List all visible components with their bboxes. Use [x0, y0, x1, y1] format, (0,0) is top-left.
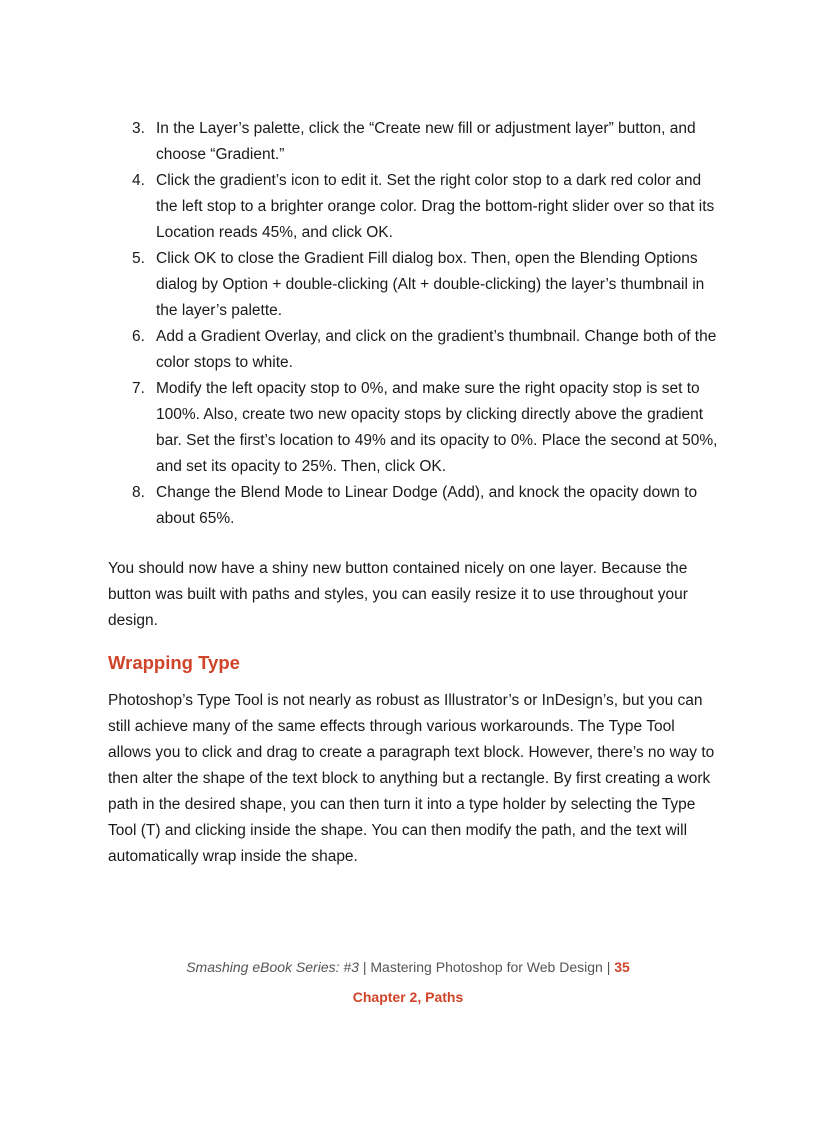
- body-paragraph: You should now have a shiny new button contained nicely on one layer. Because the button was built with paths and styles, you can easily resize it to use throughout your design.: [108, 560, 688, 629]
- steps-list: [108, 116, 720, 532]
- step-number: 7.: [132, 380, 145, 397]
- step-text: Modify the left opacity stop to 0%, and make sure the right opacity stop is set to 100%. Also, create two new opacity stops by clicking directly above the gradient bar. Set the first’s location to 49% and its opacity to 0%. Place the second at 50%, and set its opacity to 25%. Then, click OK.: [156, 380, 718, 475]
- list-item: [108, 246, 720, 324]
- step-text: Add a Gradient Overlay, and click on the gradient’s thumbnail. Change both of the color stops to white.: [156, 328, 717, 371]
- list-item: [108, 116, 720, 168]
- chapter-label: Chapter 2, Paths: [352, 989, 464, 1005]
- list-item: [108, 376, 720, 480]
- footer-separator: |: [362, 959, 367, 975]
- step-number: 5.: [132, 250, 145, 267]
- page-footer: [0, 959, 816, 975]
- section-heading: Wrapping Type: [108, 652, 240, 673]
- book-title: Mastering Photoshop for Web Design: [370, 959, 603, 975]
- step-number: 8.: [132, 484, 145, 501]
- step-text: In the Layer’s palette, click the “Create new fill or adjustment layer” button, and choose “Gradient.”: [156, 120, 696, 163]
- step-text: Click the gradient’s icon to edit it. Set the right color stop to a dark red color and the left stop to a brighter orange color. Drag the bottom-right slider over so that its Location reads 45%, and click OK.: [156, 172, 715, 241]
- step-number: 3.: [132, 120, 145, 137]
- footer-separator: |: [606, 959, 611, 975]
- chapter-footer: [0, 989, 816, 1005]
- body-paragraph: Photoshop’s Type Tool is not nearly as robust as Illustrator’s or InDesign’s, but you can still achieve many of the same effects through various workarounds. The Type Tool allows you to click and drag to create a paragraph text block. However, there’s no way to then alter the shape of the text block to anything but a rectangle. By first creating a work path in the desired shape, you can then turn it into a type holder by selecting the Type Tool (T) and clicking inside the shape. You can then modify the path, and the text will automatically wrap inside the shape.: [108, 692, 715, 865]
- step-text: Click OK to close the Gradient Fill dialog box. Then, open the Blending Options dialog by Option + double-clicking (Alt + double-clicking) the layer’s thumbnail in the layer’s palette.: [156, 250, 705, 319]
- list-item: [108, 480, 720, 532]
- step-number: 6.: [132, 328, 145, 345]
- step-number: 4.: [132, 172, 145, 189]
- list-item: [108, 168, 720, 246]
- series-title: Smashing eBook Series: #3: [186, 959, 359, 975]
- page-number: 35: [614, 959, 630, 975]
- list-item: [108, 324, 720, 376]
- step-text: Change the Blend Mode to Linear Dodge (Add), and knock the opacity down to about 65%.: [156, 484, 698, 527]
